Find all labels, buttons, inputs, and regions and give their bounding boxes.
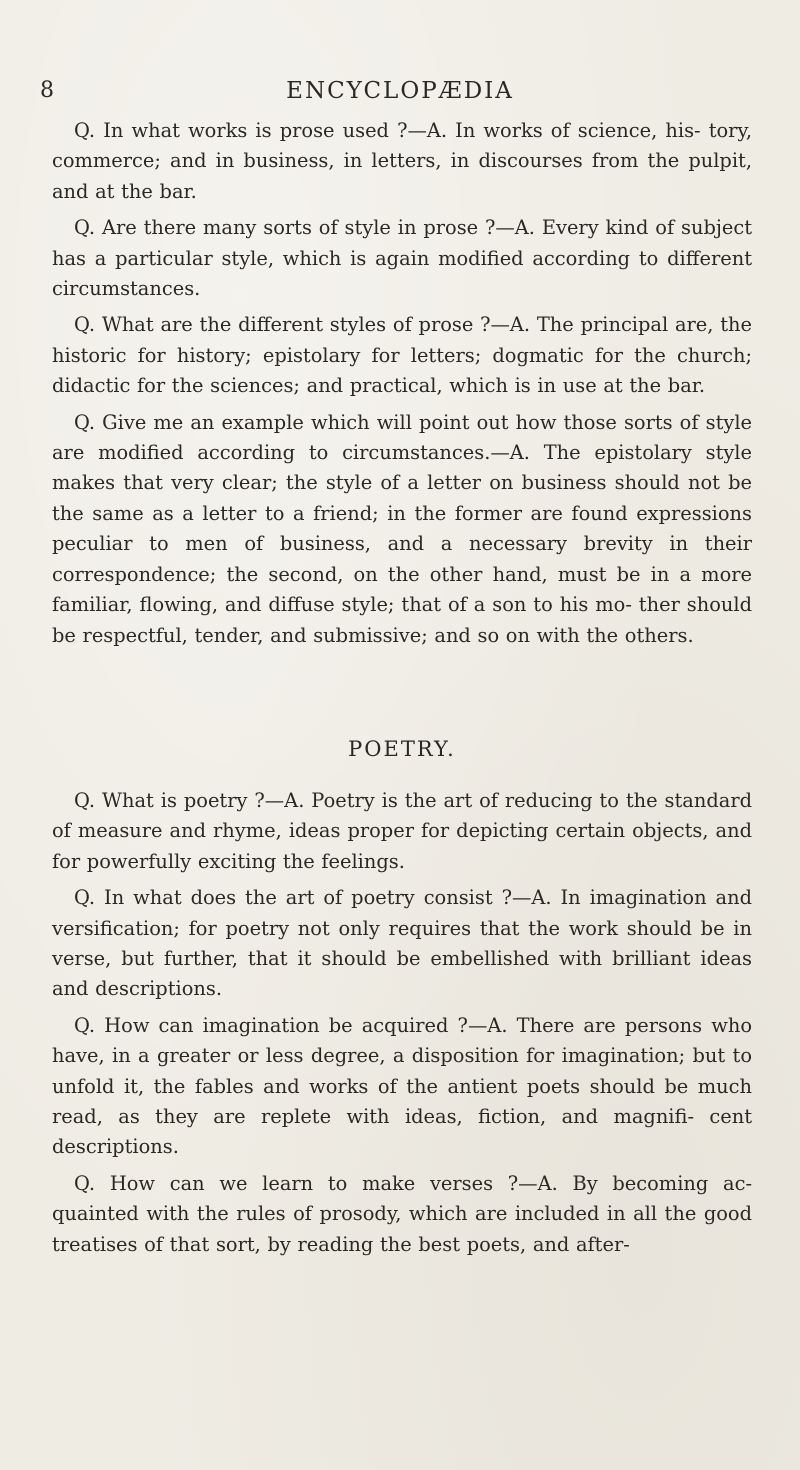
poetry-section — [52, 786, 752, 1266]
page-number: 8 — [40, 78, 55, 103]
section-heading-poetry: POETRY. — [348, 737, 456, 761]
paragraph-versification: Q. How can we learn to make verses ?—A. By becoming ac- quainted with the rules of prosody, which are included in all the good treatises of that sort, by reading the best poets, and after- — [52, 1171, 752, 1256]
paragraph-prose-usage: Q. In what works is prose used ?—A. In works of science, his- tory, commerce; and in business, in letters, in discourses from the pulpit, and at the bar. — [52, 119, 752, 203]
running-head — [40, 78, 760, 112]
prose-section — [52, 116, 752, 657]
paragraph-prose-sorts: Q. Are there many sorts of style in prose ?—A. Every kind of subject has a particular style, which is again modified according to different circumstances. — [52, 216, 752, 301]
paragraph-style-example: Q. Give me an example which will point out how those sorts of style are modified according to circumstances.—A. The epistolary style makes that very clear; the style of a letter on business should not be the same as a letter to a friend; in the former are found expressions peculiar to men of business, and a necessary brevity in their correspondence; the second, on the other hand, must be in a more familiar, flowing, and diffuse style; that of a son to his mo- ther should be respectful, tender, and submissive; and so on with the others. — [52, 410, 752, 647]
paragraph-prose-styles: Q. What are the different styles of prose ?—A. The principal are, the historic for history; epistolary for letters; dogmatic for the church; didactic for the sciences; and practical, which is in use at the bar. — [52, 313, 752, 398]
paragraph-poetry-art: Q. In what does the art of poetry consist ?—A. In imagination and versification; for poetry not only requires that the work should be in verse, but further, that it should be embellished with brilliant ideas and descriptions. — [52, 886, 752, 1001]
running-title: ENCYCLOPÆDIA — [286, 78, 514, 104]
paragraph-poetry-definition: Q. What is poetry ?—A. Poetry is the art of reducing to the standard of measure and rhyme, ideas proper for depicting certain objects, and for powerfully exciting the feelings. — [52, 789, 752, 873]
paragraph-imagination: Q. How can imagination be acquired ?—A. There are persons who have, in a greater or less degree, a disposition for imagination; but to unfold it, the fables and works of the antient poets should be much read, as they are replete with ideas, fiction, and magnifi- cent descriptions. — [52, 1013, 752, 1159]
